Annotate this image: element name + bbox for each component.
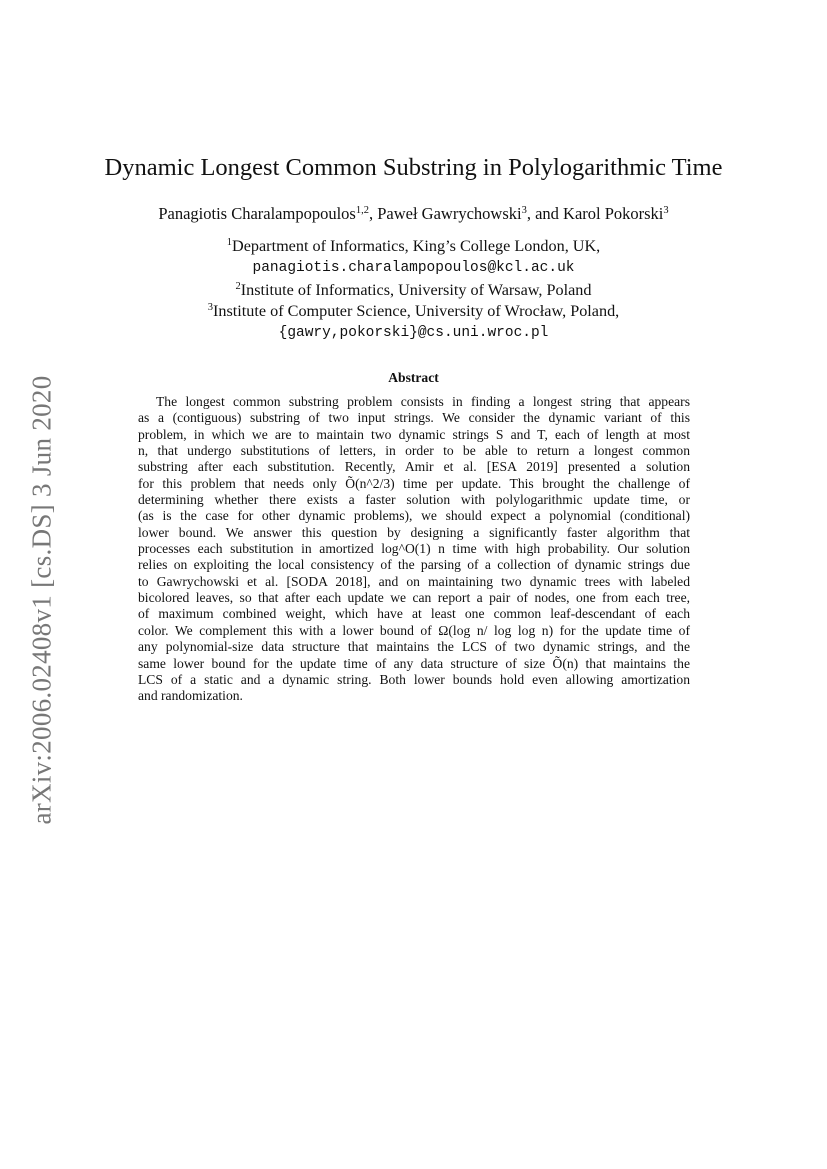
abstract-line: processes each substitution in amortized log^O(1) n time with high probability. Our solution [138,541,690,557]
abstract-line: (as is the case for other dynamic problems), we should expect a polynomial (conditional) [138,508,690,524]
abstract-line: n, that undergo substitutions of letters, in order to be able to return a longest common [138,443,690,459]
author-affiliation-mark: 3 [663,205,669,216]
abstract-line: to Gawrychowski et al. [SODA 2018], and on maintaining two dynamic trees with labeled [138,573,690,589]
abstract-line: LCS of a static and a dynamic string. Both lower bounds hold even allowing amortization [138,671,690,687]
author-name: , Paweł Gawrychowski [368,204,522,223]
affiliation-mark: 1 [226,237,233,248]
abstract-line: same lower bound for the update time of any data structure of size Õ(n) that maintains the [138,655,690,671]
abstract-line: The longest common substring problem consists in finding a longest string that appears [156,394,690,409]
arxiv-identifier-stamp: arXiv:2006.02408v1 [cs.DS] 3 Jun 2020 [26,375,57,825]
author-name: Panagiotis Charalampopoulos [158,204,356,223]
abstract-line: color. We complement this with a lower bound of Ω(log n/ log log n) for the update time of [138,622,690,638]
affiliation-block [0,236,827,345]
abstract-line: determining whether there exists a faster solution with polylogarithmic update time, or [138,492,690,508]
affiliation-1 [0,236,827,258]
affiliation-2 [0,280,827,302]
abstract-line: bicolored leaves, so that after each update we can report a pair of nodes, one from each tree, [138,590,690,606]
abstract-line: any polynomial-size data structure that maintains the LCS of two dynamic strings, and the [138,639,690,655]
abstract-line: substring after each substitution. Recently, Amir et al. [ESA 2019] presented a solution [138,459,690,475]
abstract-line: problem, in which we are to maintain two dynamic strings S and T, each of length at most [138,426,690,442]
abstract-line: relies on exploiting the local consistency of the parsing of a collection of dynamic strings due [138,557,690,573]
affiliation-text: Institute of Informatics, University of Warsaw, Poland [240,280,592,299]
affiliation-text: Institute of Computer Science, University of Wrocław, Poland, [213,302,620,321]
abstract-line: of maximum combined weight, which have at least one common leaf-descendant of each [138,606,690,622]
affiliation-mark: 2 [235,280,241,292]
author-name: , and Karol Pokorski [526,204,664,223]
author-affiliation-mark: 1,2 [355,205,369,216]
abstract-line: and randomization. [138,688,243,704]
email-2: {gawry,pokorski}@cs.uni.wroc.pl [278,325,549,342]
abstract-line: lower bound. We answer this question by designing a significantly faster algorithm that [138,524,690,540]
abstract-line: for this problem that needs only Õ(n^2/3) time per update. This brought the challenge of [138,475,690,491]
affiliation-3 [0,301,827,323]
email-1: panagiotis.charalampopoulos@kcl.ac.uk [252,259,575,276]
abstract-body [138,394,690,705]
paper-title: Dynamic Longest Common Substring in Polylogarithmic Time [104,154,723,181]
author-list [0,203,827,225]
abstract-heading: Abstract [388,370,439,385]
affiliation-text: Department of Informatics, King’s College London, UK, [232,237,601,255]
affiliation-mark: 3 [207,302,214,314]
author-affiliation-mark: 3 [521,205,527,216]
abstract-line: as a (contiguous) substring of two input strings. We consider the dynamic variant of this [138,410,690,426]
